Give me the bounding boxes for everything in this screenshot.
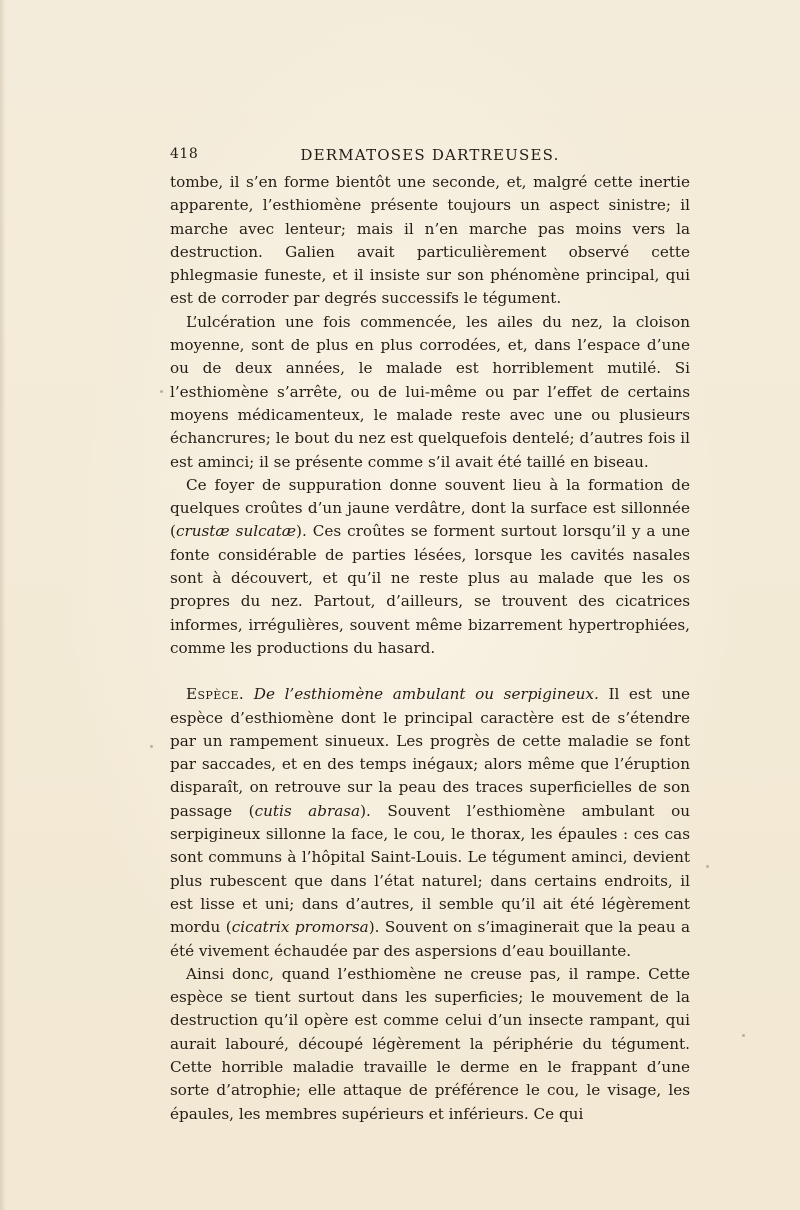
- paper-speck: [742, 1034, 745, 1037]
- paper-speck: [150, 745, 153, 748]
- species-label: Espèce.: [186, 685, 245, 704]
- running-title: DERMATOSES DARTREUSES.: [300, 146, 560, 164]
- paragraph-5: Ainsi donc, quand l’esthiomène ne creuse pas, il rampe. Cette espèce se tient surtout dans les superficies; le mouvement de la destruction qu’il opère est comme celui d’un insecte rampant, qui aurait labouré, découpé légèrement la périphérie du tégument. Cette horrible maladie travaille le derme en le frappant d’une sorte d’atrophie; elle attaque de préférence le cou, le visage, les épaules, les membres supérieurs et inférieurs. Ce qui: [170, 964, 690, 1123]
- paragraph-1: tombe, il s’en forme bientôt une seconde, et, malgré cette inertie apparente, l’esthiomène présente toujours un aspect sinistre; il marche avec lenteur; mais il n’en marche pas moins vers la destruction. Galien avait particulièrement observé cette phlegmasie funeste, et il insiste sur son phénomène principal, qui est de corroder par degrés successifs le tégument.: [170, 173, 690, 308]
- paragraph-4-text-a: Il est une espèce d’esthiomène dont le principal caractère est de s’étendre par un rampement sinueux. Les progrès de cette maladie se font par saccades, et en des temps inégaux; alors même que l’éruption disparaît, on retrouve sur la peau des traces superficielles de son passage (: [170, 685, 691, 820]
- paragraph-4-text-b: ). Souvent l’esthiomène ambulant ou serpigineux sillonne la face, le cou, le thorax, les épaules : ces cas sont communs à l’hôpital Saint-Louis. Le tégument aminci, devient plus rubescent que dans l’état naturel; dans certains endroits, il est lisse et uni; dans d’autres, il semble qu’il ait été légèrement mordu (: [170, 801, 690, 937]
- page-header: [170, 146, 690, 166]
- paragraph-3-latin-term: crustæ sulcatæ: [175, 522, 297, 541]
- page-number: 418: [170, 146, 199, 162]
- species-title: De l’esthiomène ambulant ou serpigineux.: [253, 685, 599, 704]
- paragraph-3: [170, 474, 690, 660]
- paragraph-2: L’ulcération une fois commencée, les ailes du nez, la cloison moyenne, sont de plus en plus corrodées, et, dans l’espace d’une ou de deux années, le malade est horriblement mutilé. Si l’esthiomène s’arrête, ou de lui-même ou par l’effet de certains moyens médicamenteux, le malade reste avec une ou plusieurs échancrures; le bout du nez est quelquefois dentelé; d’autres fois il est aminci; il se présente comme s’il avait été taillé en biseau.: [170, 312, 690, 471]
- paragraph-4-latin-term-a: cutis abrasa: [254, 801, 361, 820]
- paragraph-4-text-c: ). Souvent on s’imaginerait que la peau a été vivement échaudée par des aspersions d’eau bouillante.: [170, 918, 691, 960]
- paragraph-3-text-after: ). Ces croûtes se forment surtout lorsqu’il y a une fonte considérable de parties lésées, lorsque les cavités nasales sont à découvert, et qu’il ne reste plus au malade que les os propres du nez. Partout, d’ailleurs, se trouvent des cicatrices informes, irrégulières, souvent même bizarrement hypertrophiées, comme les productions du hasard.: [170, 522, 691, 657]
- paper-speck: [706, 865, 709, 868]
- paragraph-4-species: [170, 683, 690, 963]
- paragraph-3-text-before: Ce foyer de suppuration donne souvent lieu à la formation de quelques croûtes d’un jaune verdâtre, dont la surface est sillonnée (: [170, 475, 690, 541]
- paragraph-4-latin-term-b: cicatrix promorsa: [231, 918, 369, 937]
- body-text: [170, 171, 690, 1126]
- paper-speck: [160, 390, 163, 393]
- page-edge-shadow: [0, 0, 6, 1210]
